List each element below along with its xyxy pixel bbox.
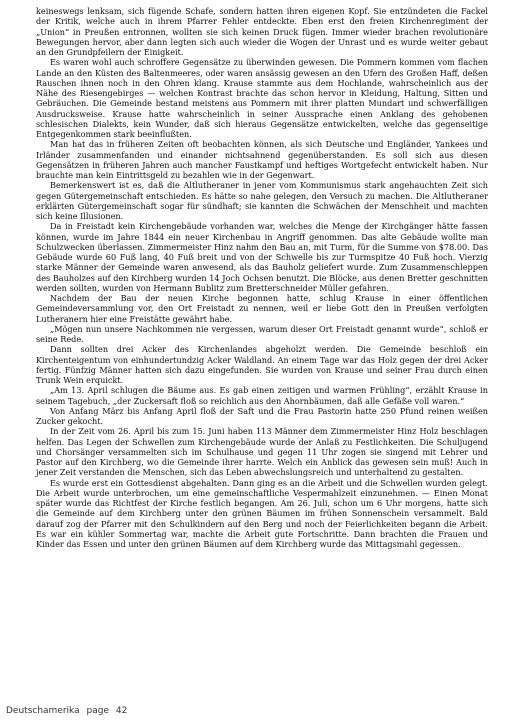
paragraph-10: Von Anfang März bis Anfang April floß der Saft und die Frau Pastorin hatte 250 Pfund reinen weißen Zucker gekocht. — [36, 405, 488, 426]
paragraph-1: keineswegs lenksam, sich fügende Schafe, sondern hatten ihren eigenen Kopf. Sie entzündeten die Fackel der Kritik, welche auch in ihrem Pfarrer Fehler entdeckte. Eben erst den freien Kirchenregiment der „Union“ in Preußen entronnen, wollten sie sich keinen Druck fügen. Immer wieder brachen revolutionäre Bewegungen hervor, aber dann legten sich auch wieder die Wogen der Unrast und es wurde weiter gebaut an den Grundpfeilern der Einigkeit. — [36, 6, 488, 57]
footer-page-number: 42 — [115, 706, 128, 716]
paragraph-9: „Am 13. April schlugen die Bäume aus. Es gab einen zeitigen und warmen Frühling“, erzählt Krause in seinem Tagebuch, „der Zuckersaft floß so reichlich aus den Ahornbäumen, daß alle Gefäße voll waren.“ — [36, 385, 488, 406]
paragraph-8: Dann sollten drei Acker des Kirchenlandes abgeholzt werden. Die Gemeinde beschloß ein Kirchenteigentum von einhundertundzig Acker Waldland. An einem Tage war das Holz gegen der drei Acker fertig. Fünfzig Männer hatten sich dazu eingefunden. Sie wurden von Krause und seiner Frau durch einen Trunk Wein erquickt. — [36, 344, 488, 385]
paragraph-3: Man hat das in früheren Zeiten oft beobachten können, als sich Deutsche und Engländer, Yankees und Irländer zusammenfanden und einander nichtsahnend gegenüberstanden. Es soll sich aus diesen Gegensätzen in früheren Jahren auch mancher Faustkampf und heftiges Wortgefecht entwickelt haben. Nur brauchte man kein Eintrittsgeld zu bezahlen wie in der Gegenwart. — [36, 139, 488, 180]
paragraph-4: Bemerkenswert ist es, daß die Altlutheraner in jener vom Kommunismus stark angehauchten Zeit sich gegen Gütergemeinschaft entschieden. Es hätte so nahe gelegen, den Versuch zu machen. Die Altlutheraner erklärten Gütergemeinschaft sogar für sündhaft; sie kannten die Schwächen der Menschheit und machten sich keine Illusionen. — [36, 180, 488, 221]
paragraph-2: Es waren wohl auch schroffere Gegensätze zu überwinden gewesen. Die Pommern kommen vom flachen Lande an den Küsten des Baltenmeeres, oder waren ansässig gewesen an den Ufern des Großen Haff, deßen Rauschen ihnen noch in den Ohren klang. Krause stammte aus dem Hochlande, wahrscheinlich aus der Nähe des Riesengebirges — welchen Kontrast brachte das schon hervor in Kleidung, Haltung, Sitten und Gebräuchen. Die Gemeinde bestand meistens aus Pommern mit ihrer platten Mundart und schwerfälligen Ausdrucksweise. Krause hatte wahrscheinlich in seiner Aussprache einen Anklang des gehobenen schlesischen Dialekts, kein Wunder, daß sich hieraus Gegensätze entwickelten, welche das gegenseitige Entgegenkommen stark beeinflußten. — [36, 57, 488, 139]
document-page — [36, 6, 488, 696]
page-footer — [6, 706, 131, 716]
paragraph-11: In der Zeit vom 26. April bis zum 15. Juni haben 113 Männer dem Zimmermeister Hinz Holz beschlagen helfen. Das Legen der Schwellen zum Kirchengebäude wurde der Anlaß zu Festlichkeiten. Die Schuljugend und Chorsänger versammelten sich im Schulhause und gegen 11 Uhr zogen sie singend mit Lehrer und Pastor auf den Kirchberg, wo die Gemeinde ihrer harrte. Welch ein Anblick das gewesen sein muß! Auch in jener Zeit verstanden die Menschen, sich das Leben abwechslungsreich und unterhaltend zu gestalten. — [36, 426, 488, 478]
footer-page-label: page — [86, 706, 109, 716]
footer-title: Deutschamerika — [6, 706, 80, 716]
paragraph-12: Es wurde erst ein Gottesdienst abgehalten. Dann ging es an die Arbeit und die Schwellen wurden gelegt. Die Arbeit wurde unterbrochen, um eine gemeinschaftliche Vespermahlzeit einzunehmen. — Einen Monat später wurde das Richtfest der Kirche festlich begangen. Am 26. Juli, schon um 6 Uhr morgens, hatte sich die Gemeinde auf dem Kirchberg unter den grünen Bäumen im frühen Sonnenschein versammelt. Bald darauf zog der Pfarrer mit den Schulkindern auf den Berg und noch der Feierlichkeiten begann die Arbeit. Es war ein kühler Sommertag war, machte die Arbeit gute Fortschritte. Dann brachten die Frauen und Kinder das Essen und unter den grünen Bäumen auf dem Kirchberg wurde das Mittagsmahl gegessen. — [36, 477, 488, 549]
paragraph-5: Da in Freistadt kein Kirchengebäude vorhanden war, welches die Menge der Kirchgänger hätte fassen können, wurde im Jahre 1844 ein neuer Kirchenbau in Angriff genommen. Das alte Gebäude wollte man Schulzwecken überlassen. Zimmermeister Hinz nahm den Bau an, mit Turm, für die Summe von $78.00. Das Gebäude wurde 60 Fuß lang, 40 Fuß breit und von der Schwelle bis zur Turmspitze 40 Fuß hoch. Vierzig starke Männer der Gemeinde waren anwesend, als das Bauholz geliefert wurde. Zum Zusammenschleppen des Bauholzes auf den Kirchberg wurden 14 Joch Ochsen benutzt. Die Blöcke, aus denen Bretter geschnitten werden sollten, wurden von Hermann Bublitz zum Bretterschneider Müller gefahren. — [36, 221, 488, 293]
paragraph-6: Nachdem der Bau der neuen Kirche begonnen hatte, schlug Krause in einer öffentlichen Gemeindeversammlung vor, den Ort Freistadt zu nennen, weil er liebe Gott den in Preußen verfolgten Lutheranern hier eine Freistätte gewährt habe. — [36, 293, 488, 324]
paragraph-7: „Mögen nun unsere Nachkommen nie vergessen, warum dieser Ort Freistadt genannt wurde“, schloß er seine Rede. — [36, 323, 488, 344]
